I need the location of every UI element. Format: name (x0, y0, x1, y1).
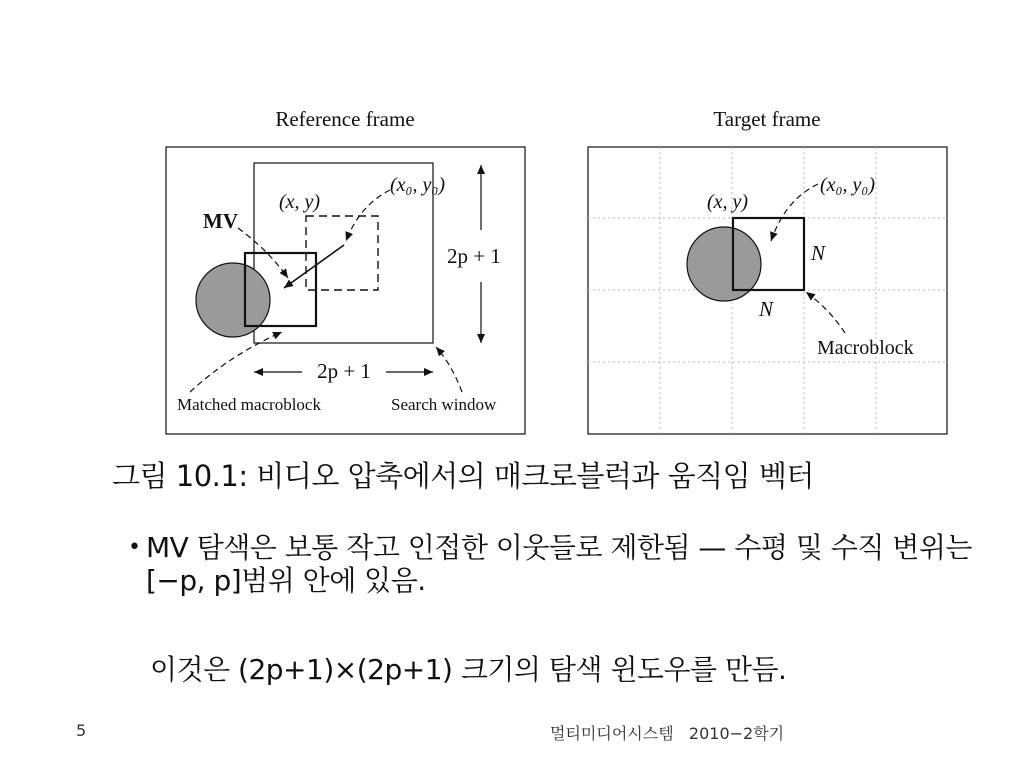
xy-label-reference: (x, y) (279, 191, 321, 213)
page-number: 5 (76, 721, 87, 740)
target-x0y0-pointer-arrow (771, 184, 818, 241)
search-window-pointer-arrow (436, 347, 462, 392)
search-window-size-note: 이것은 (2p+1)×(2p+1) 크기의 탐색 윈도우를 만듬. (150, 653, 787, 686)
n-label-right: N (811, 241, 826, 265)
horizontal-dimension-label: 2p + 1 (317, 359, 371, 383)
matched-macroblock-label: Matched macroblock (177, 395, 321, 414)
course-footer: 멀티미디어시스템 2010−2학기 (550, 724, 785, 743)
target-frame-panel (588, 107, 947, 434)
macroblock-pointer-arrow (806, 292, 845, 333)
n-label-bottom: N (759, 297, 774, 321)
macroblock-label: Macroblock (817, 337, 914, 359)
x0y0-label-target: (x₀, y₀) (820, 174, 875, 196)
figure-caption: 그림 10.1: 비디오 압축에서의 매크로블럭과 움직임 벡터 (112, 459, 814, 493)
motion-vector-arrow (284, 245, 344, 288)
target-frame-title: Target frame (713, 107, 821, 131)
reference-frame-panel (166, 107, 525, 434)
mv-label: MV (203, 209, 238, 233)
xy-label-target: (x, y) (707, 191, 749, 213)
x0y0-label-reference: (x₀, y₀) (390, 174, 445, 196)
reference-frame-title: Reference frame (275, 107, 415, 131)
search-window-label: Search window (391, 395, 497, 414)
vertical-dimension-label: 2p + 1 (447, 244, 501, 268)
matched-macroblock-pointer-arrow (190, 332, 282, 392)
bullet-text: MV 탐색은 보통 작고 인접한 이웃들로 제한됨 — 수평 및 수직 변위는 [−p, p]범위 안에 있음. (146, 531, 972, 597)
bullet-symbol: • (128, 535, 141, 560)
